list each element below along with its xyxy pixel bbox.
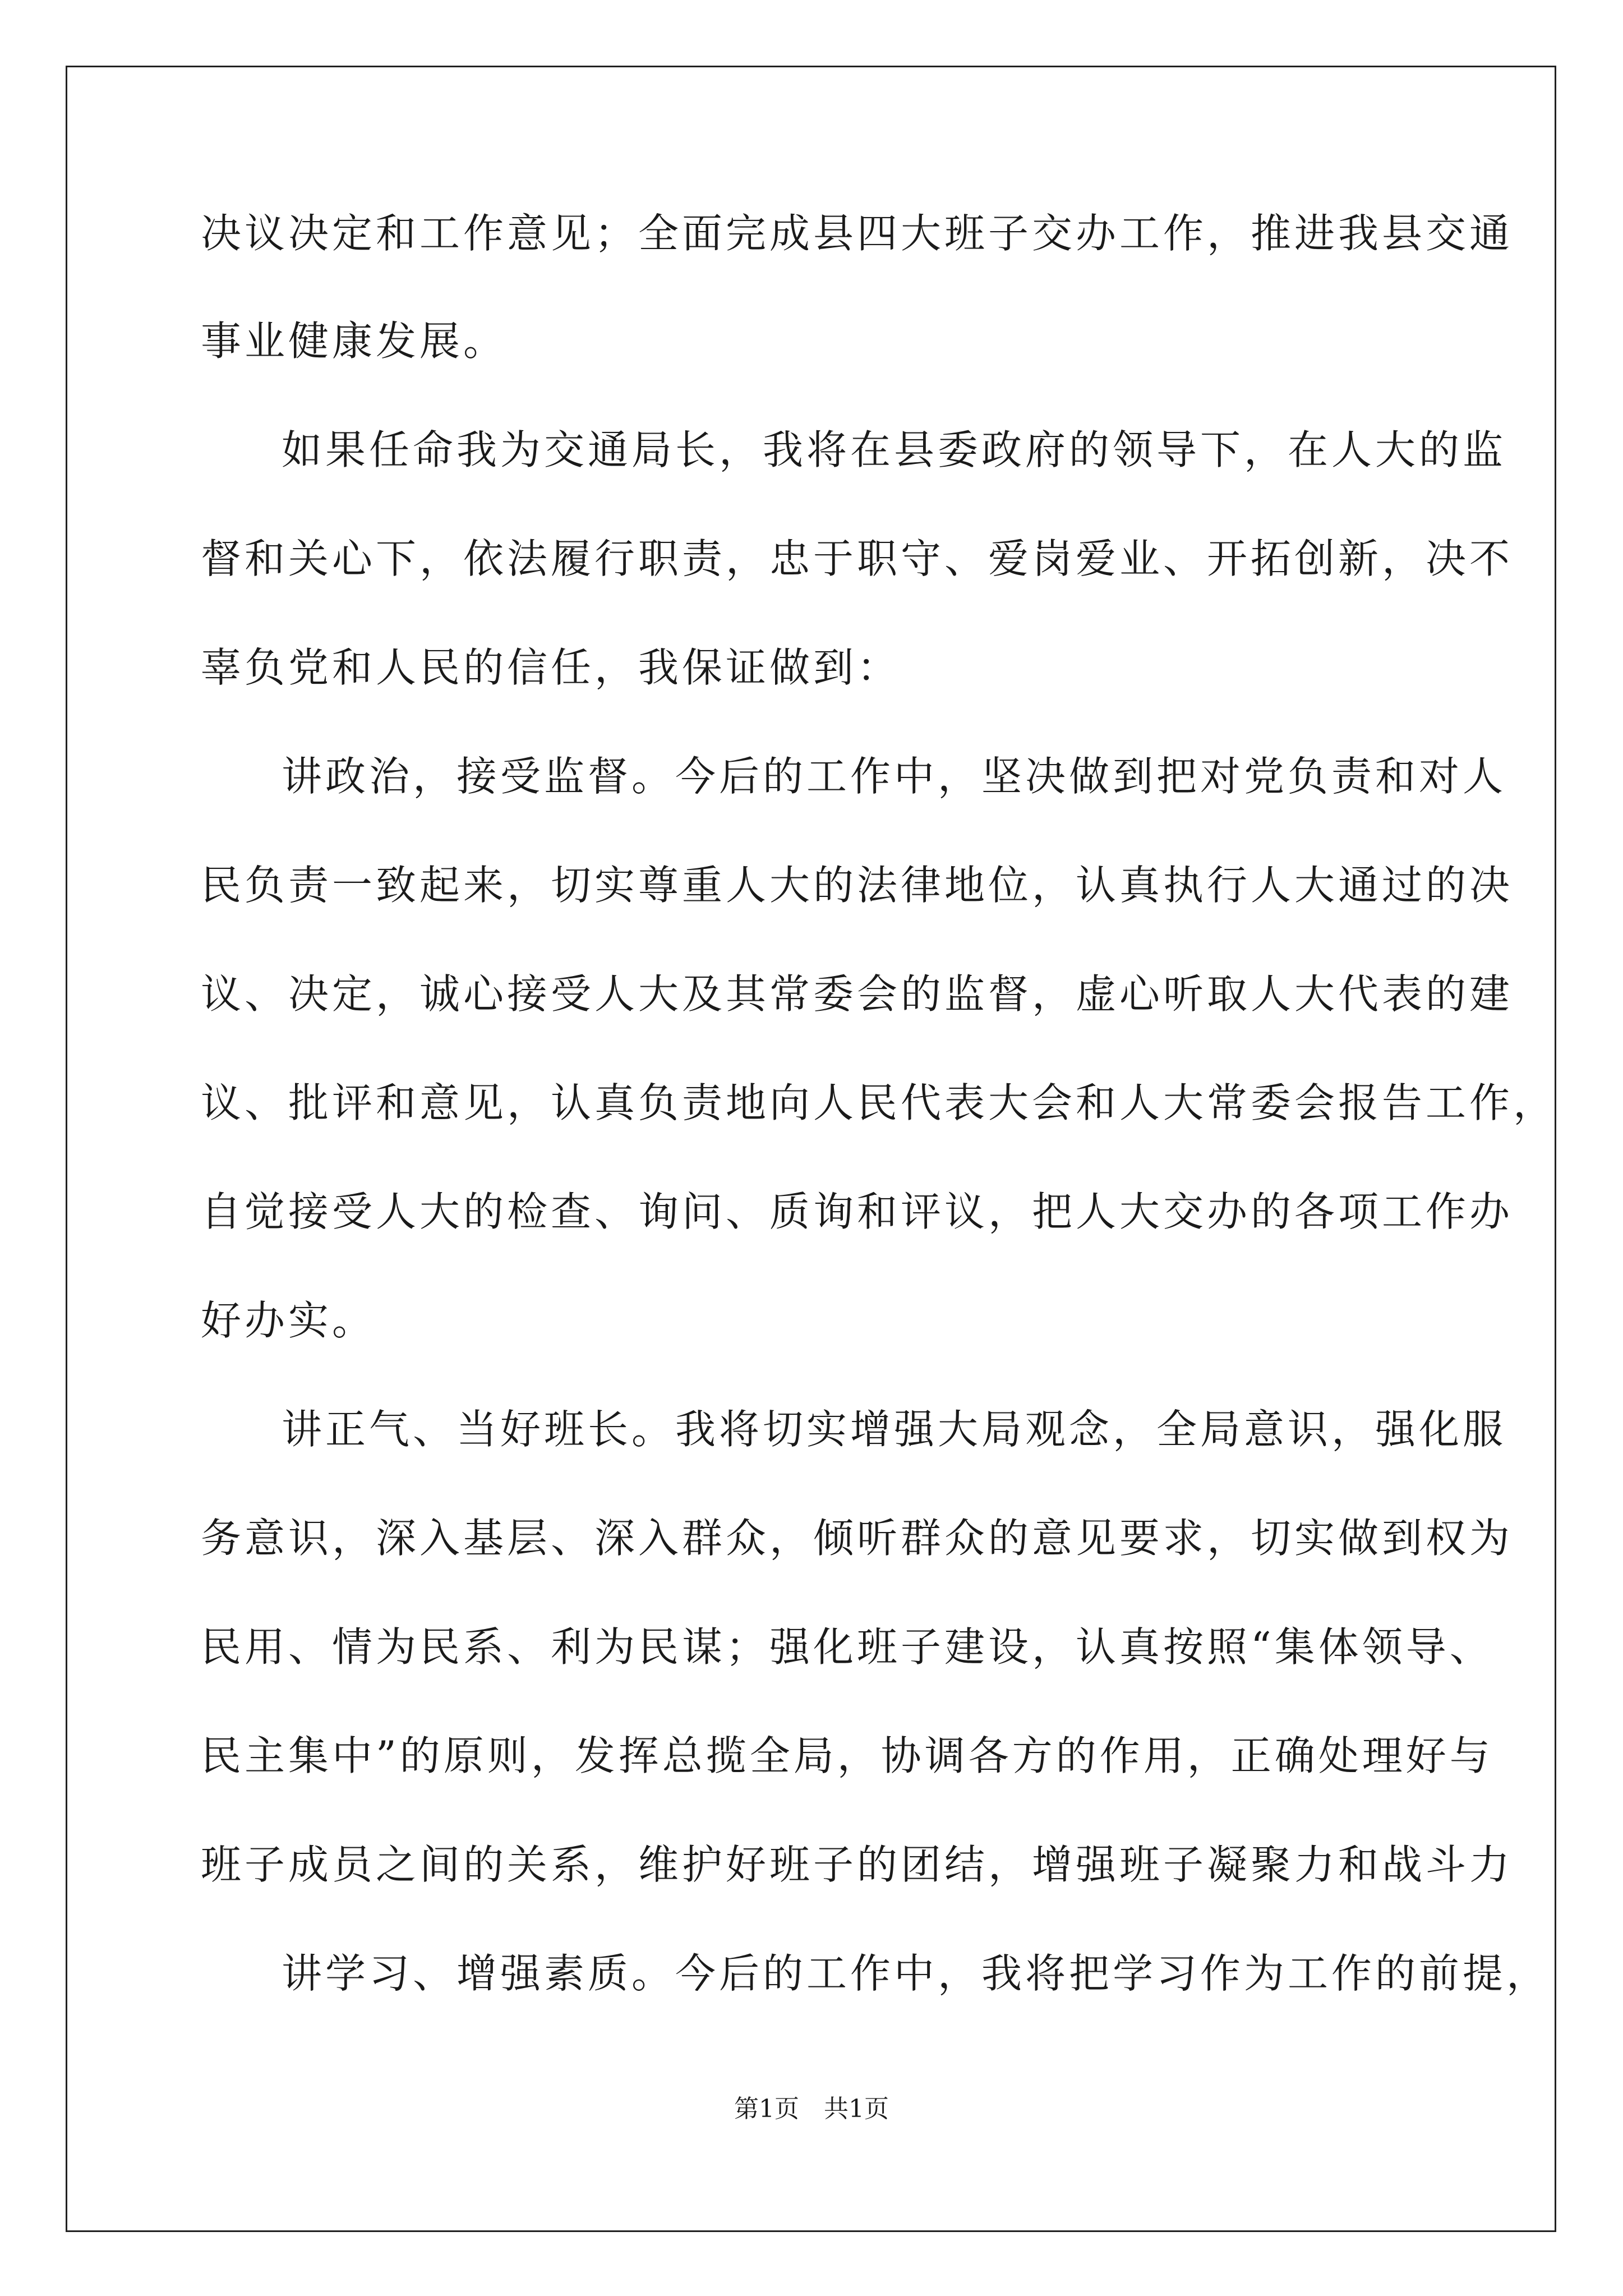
text-line: 督和关心下，依法履行职责，忠于职守、爱岗爱业、开拓创新，决不 [201, 535, 1514, 582]
text-line: 辜负党和人民的信任，我保证做到： [201, 644, 901, 691]
paragraph-first-line: 讲政治，接受监督。今后的工作中，坚决做到把对党负责和对人 [282, 753, 1507, 800]
text-line: 务意识，深入基层、深入群众，倾听群众的意见要求，切实做到权为 [201, 1515, 1514, 1562]
page-number-footer: 第1页 共1页 [734, 2095, 889, 2123]
paragraph-first-line: 如果任命我为交通局长，我将在县委政府的领导下，在人大的监 [282, 426, 1507, 473]
text-line: 民用、情为民系、利为民谋；强化班子建设，认真按照“集体领导、 [201, 1623, 1493, 1671]
text-line: 议、决定，诚心接受人大及其常委会的监督，虚心听取人大代表的建 [201, 970, 1514, 1018]
text-line: 民主集中”的原则，发挥总揽全局，协调各方的作用，正确处理好与 [201, 1732, 1493, 1779]
text-line: 决议决定和工作意见；全面完成县四大班子交办工作，推进我县交通 [201, 210, 1514, 257]
paragraph-first-line: 讲正气、当好班长。我将切实增强大局观念，全局意识，强化服 [282, 1406, 1507, 1453]
text-line: 议、批评和意见，认真负责地向人民代表大会和人大常委会报告工作， [201, 1079, 1557, 1126]
page-border [66, 66, 1556, 2232]
paragraph-first-line: 讲学习、增强素质。今后的工作中，我将把学习作为工作的前提， [282, 1950, 1551, 1997]
text-line: 自觉接受人大的检查、询问、质询和评议，把人大交办的各项工作办 [201, 1188, 1514, 1235]
text-line: 好办实。 [201, 1297, 376, 1344]
text-line: 班子成员之间的关系，维护好班子的团结，增强班子凝聚力和战斗力 [201, 1841, 1514, 1888]
text-line: 民负责一致起来，切实尊重人大的法律地位，认真执行人大通过的决 [201, 862, 1514, 909]
text-line: 事业健康发展。 [201, 318, 508, 365]
